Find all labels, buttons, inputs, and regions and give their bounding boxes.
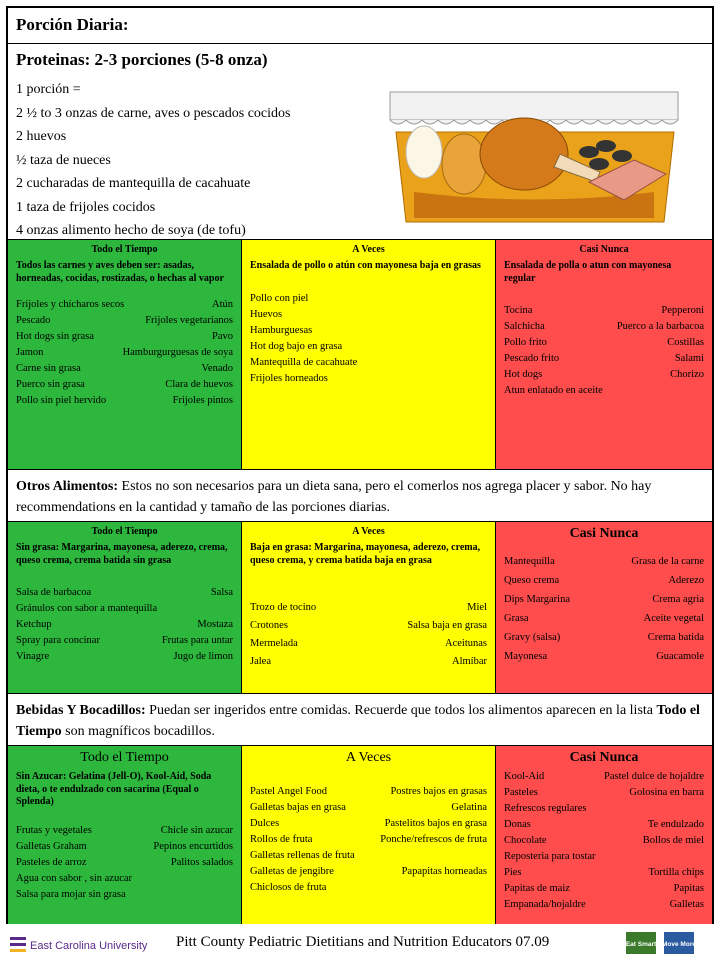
list-item-text: Grasa de la carne xyxy=(631,556,704,567)
list-item-text: Rollos de fruta xyxy=(250,834,313,845)
list-item-text: Atún xyxy=(212,299,233,310)
list-item-text: Palitos salados xyxy=(170,856,233,868)
list-item-text: Clara de huevos xyxy=(165,379,233,390)
list-item xyxy=(16,297,233,313)
list-item-text: Ketchup xyxy=(16,619,52,630)
list-item xyxy=(504,785,704,801)
column-heading: A Veces xyxy=(352,244,385,255)
protein-line: 2 cucharadas de mantequilla de cacahuate xyxy=(16,176,251,191)
list-item-text: Pastel Angel Food xyxy=(250,786,328,797)
drinks-always-column xyxy=(8,746,242,924)
list-item-text: Reposteria para tostar xyxy=(504,851,596,862)
list-item xyxy=(16,393,233,409)
list-item-text: Gravy (salsa) xyxy=(504,632,561,643)
list-item-text: Frijoles pintos xyxy=(172,395,233,406)
list-item xyxy=(504,590,704,609)
list-item-text: Pollo sin piel hervido xyxy=(16,395,107,406)
list-item-text: Almíbar xyxy=(452,656,487,667)
list-item-text: Chocolate xyxy=(504,835,547,846)
footer-credit: Pitt County Pediatric Dietitians and Nutrition Educators 07.09 xyxy=(176,934,550,950)
list-item-text: Salsa para mojar sin grasa xyxy=(16,888,126,900)
list-item xyxy=(250,848,487,864)
column-intro: Ensalada de pollo o atún con mayonesa baja en grasas xyxy=(250,260,481,271)
drinks-text: Puedan ser ingeridos entre comidas. Recuerde que todos los alimentos aparecen en la lista xyxy=(145,703,657,718)
list-item-text: Puerco sin grasa xyxy=(16,379,85,390)
list-item-text: Gránulos con sabor a mantequilla xyxy=(16,603,158,614)
column-heading: Casi Nunca xyxy=(569,750,639,765)
column-intro: Ensalada de polla o atun con mayonesa regular xyxy=(504,260,672,284)
protein-line: 2 huevos xyxy=(16,129,67,144)
protein-line: 1 taza de frijoles cocidos xyxy=(16,199,156,215)
list-item xyxy=(250,832,487,848)
list-item-text: Mayonesa xyxy=(504,651,548,662)
protein-line: ½ taza de nueces xyxy=(16,152,111,168)
list-item xyxy=(504,383,704,399)
list-item-text: Bollos de miel xyxy=(642,835,704,846)
list-item-text: Salchicha xyxy=(504,321,545,332)
drinks-sometimes-column xyxy=(242,746,496,924)
list-item-text: Dulces xyxy=(250,818,280,829)
list-item xyxy=(16,585,233,601)
list-item-text: Gelatina xyxy=(451,802,487,813)
list-item-text: Empanada/hojaldre xyxy=(504,899,586,910)
list-item-text: Salsa de barbacoa xyxy=(16,587,92,598)
list-item: Hamburguesas xyxy=(250,324,313,336)
list-item-text: Spray para concinar xyxy=(16,635,100,646)
list-item-text: Mostaza xyxy=(197,619,233,630)
list-item-text: Galletas de jengibre xyxy=(250,866,334,877)
list-item-text: Te endulzado xyxy=(647,819,704,830)
column-heading: Casi Nunca xyxy=(579,244,629,255)
drinks-label: Bebidas Y Bocadillos: xyxy=(16,703,146,718)
protein-line: 4 onzas alimento hecho de soya (de tofu) xyxy=(16,223,246,238)
protein-title: Proteinas: 2-3 porciones (5-8 onza) xyxy=(16,50,268,69)
other-foods-note xyxy=(8,470,712,522)
protein-line: 1 porción = xyxy=(16,82,81,97)
list-item-text: Jugo de limon xyxy=(173,651,233,662)
other-always-column xyxy=(8,522,242,693)
list-item-text: Frutas para untar xyxy=(161,635,233,646)
list-item-text: Pollo frito xyxy=(504,337,547,348)
column-heading: Todo el Tiempo xyxy=(80,750,169,765)
list-item-text: Postres bajos en grasas xyxy=(390,786,487,797)
list-item xyxy=(16,601,233,617)
list-item-text: Galletas bajas en grasa xyxy=(250,802,346,813)
other-foods-text: Estos no son necesarios para un dieta sana, pero el comerlos nos agrega placer y sabor. No hay recommendations en la cantidad y tamaño de las porciones diarias. xyxy=(16,479,652,515)
list-item-text: Salami xyxy=(674,353,704,364)
list-item: Huevos xyxy=(250,308,283,320)
svg-text:East Carolina University: East Carolina University xyxy=(30,940,148,952)
list-item xyxy=(16,887,233,903)
list-item-text: Trozo de tocino xyxy=(250,602,317,613)
column-heading: Todo el Tiempo xyxy=(91,526,158,537)
list-item xyxy=(16,345,233,361)
list-item-text: Crema agria xyxy=(652,594,704,605)
list-item-text: Mermelada xyxy=(250,638,298,649)
drinks-text-bold: Todo el Tiempo xyxy=(16,703,700,739)
list-item-text: Galletas Graham xyxy=(16,840,87,852)
list-item-text: Pepperoni xyxy=(661,305,704,316)
list-item-text xyxy=(481,880,487,896)
list-item xyxy=(250,635,487,653)
list-item-text: Pies xyxy=(504,867,522,878)
list-item-text: Salsa xyxy=(210,587,233,598)
list-item-text: Frijoles y chícharos secos xyxy=(16,299,125,310)
svg-text:Eat Smart: Eat Smart xyxy=(625,941,657,948)
list-item xyxy=(16,855,233,871)
column-intro: Sin grasa: Margarina, mayonesa, aderezo, crema, queso crema, crema batida sin grasa xyxy=(16,542,228,566)
list-item-text: Pescado frito xyxy=(504,353,560,364)
list-item xyxy=(250,880,487,896)
other-categories xyxy=(8,522,712,694)
list-item xyxy=(16,313,233,329)
list-item-text: Papitas xyxy=(673,883,704,894)
list-item xyxy=(504,335,704,351)
list-item-text: Chiclosos de fruta xyxy=(250,882,327,893)
list-item xyxy=(16,617,233,633)
page-title: Porción Diaria: xyxy=(8,8,712,44)
protein-never-column xyxy=(496,240,712,469)
list-item-text: Golosina en barra xyxy=(629,787,704,798)
list-item xyxy=(504,897,704,913)
protein-sometimes-column xyxy=(242,240,496,469)
list-item-text: Aderezo xyxy=(668,575,704,586)
list-item-text: Venado xyxy=(201,363,233,374)
list-item-text: Tortilla chips xyxy=(648,867,704,878)
list-item xyxy=(504,817,704,833)
list-item: Hot dog bajo en grasa xyxy=(250,340,343,352)
other-sometimes-column xyxy=(242,522,496,693)
list-item-text: Pescado xyxy=(16,315,51,326)
list-item xyxy=(16,649,233,665)
column-heading: A Veces xyxy=(345,750,392,765)
list-item-text: Jamon xyxy=(16,347,44,358)
list-item xyxy=(250,784,487,800)
list-item-text: Grasa xyxy=(504,613,529,624)
list-item-text: Pastelitos bajos en grasa xyxy=(384,818,487,829)
protein-always-column xyxy=(8,240,242,469)
list-item xyxy=(16,329,233,345)
list-item xyxy=(16,361,233,377)
protein-categories xyxy=(8,240,712,470)
column-intro: Baja en grasa: Margarina, mayonesa, aderezo, crema, queso crema, y crema batida baja en grasa xyxy=(250,542,481,566)
list-item-text: Hot dogs sin grasa xyxy=(16,331,94,342)
list-item xyxy=(250,864,487,880)
list-item xyxy=(504,319,704,335)
list-item xyxy=(16,823,233,839)
list-item xyxy=(250,599,487,617)
list-item-text: Galletas rellenas de fruta xyxy=(250,850,355,861)
drinks-categories xyxy=(8,746,712,924)
list-item-text: Ponche/refrescos de fruta xyxy=(380,834,487,845)
list-item-text: Pasteles de arroz xyxy=(16,856,87,868)
list-item xyxy=(504,552,704,571)
list-item-text xyxy=(698,383,704,399)
list-item-text: Aceite vegetal xyxy=(643,613,704,624)
column-heading: A Veces xyxy=(352,526,385,537)
column-intro: Sin Azucar: Gelatina (Jell-O), Kool-Aid, Soda dieta, o te endulzado con sacarina (Equal o Splenda) xyxy=(16,771,212,807)
list-item-text xyxy=(227,601,233,617)
list-item: Frijoles horneados xyxy=(250,372,328,384)
list-item-text: Jalea xyxy=(250,656,271,667)
list-item xyxy=(504,647,704,666)
list-item-text: Queso crema xyxy=(504,575,560,586)
list-item xyxy=(504,865,704,881)
list-item xyxy=(504,833,704,849)
list-item-text: Costillas xyxy=(667,337,704,348)
list-item xyxy=(504,628,704,647)
list-item-text: Kool-Aid xyxy=(504,771,545,782)
list-item xyxy=(504,351,704,367)
list-item xyxy=(250,800,487,816)
column-heading: Todo el Tiempo xyxy=(91,244,158,255)
list-item xyxy=(16,377,233,393)
list-item-text xyxy=(481,848,487,864)
drinks-text-end: son magníficos bocadillos. xyxy=(61,724,215,739)
ecu-logo xyxy=(10,936,160,954)
list-item-text: Miel xyxy=(467,602,487,613)
list-item xyxy=(504,881,704,897)
list-item-text: Refrescos regulares xyxy=(504,803,587,814)
list-item xyxy=(250,816,487,832)
column-heading: Casi Nunca xyxy=(569,526,639,541)
list-item xyxy=(250,653,487,671)
list-item-text: Pepinos encurtidos xyxy=(153,840,233,852)
list-item xyxy=(16,871,233,887)
protein-foods-illustration xyxy=(384,72,684,232)
list-item-text: Pasteles xyxy=(504,787,538,798)
protein-section xyxy=(8,44,712,240)
drinks-snacks-note xyxy=(8,694,712,746)
list-item-text xyxy=(698,801,704,817)
list-item xyxy=(504,769,704,785)
other-never-column xyxy=(496,522,712,693)
list-item xyxy=(504,367,704,383)
list-item-text: Chorizo xyxy=(670,369,704,380)
list-item-text: Atun enlatado en aceite xyxy=(504,385,603,396)
other-foods-label: Otros Alimentos: xyxy=(16,479,119,494)
list-item-text: Frijoles vegetarianos xyxy=(145,315,233,326)
list-item: Mantequilla de cacahuate xyxy=(250,356,358,368)
list-item-text: Salsa baja en grasa xyxy=(407,620,487,631)
list-item xyxy=(504,571,704,590)
list-item-text: Hamburgurguesas de soya xyxy=(122,347,233,358)
list-item xyxy=(504,801,704,817)
list-item-text: Donas xyxy=(504,819,531,830)
list-item-text: Papapitas horneadas xyxy=(401,866,487,877)
list-item-text: Crema batida xyxy=(647,632,704,643)
list-item-text: Galletas xyxy=(669,899,704,910)
protein-line: 2 ½ to 3 onzas de carne, aves o pescados cocidos xyxy=(16,105,291,121)
list-item-text: Crotones xyxy=(250,620,288,631)
list-item-text: Aceitunas xyxy=(445,638,487,649)
list-item-text: Hot dogs xyxy=(504,369,543,380)
list-item-text: Chicle sin azucar xyxy=(160,824,233,836)
svg-text:Move More: Move More xyxy=(662,941,696,948)
list-item-text: Pastel dulce de hojaldre xyxy=(603,771,704,782)
list-item xyxy=(504,609,704,628)
footer xyxy=(0,926,720,960)
list-item xyxy=(16,633,233,649)
list-item-text: Tocina xyxy=(504,305,533,316)
list-item-text xyxy=(698,849,704,865)
list-item: Pollo con piel xyxy=(250,292,309,304)
list-item-text xyxy=(227,871,233,887)
list-item xyxy=(504,849,704,865)
list-item-text: Agua con sabor , sin azucar xyxy=(16,872,133,884)
list-item-text xyxy=(227,887,233,903)
list-item-text: Dips Margarina xyxy=(504,594,570,605)
eat-smart-move-more-logo xyxy=(624,930,696,956)
list-item-text: Vinagre xyxy=(16,651,50,662)
list-item-text: Guacamole xyxy=(656,651,704,662)
list-item-text: Carne sin grasa xyxy=(16,363,81,374)
list-item-text: Frutas y vegetales xyxy=(16,824,92,836)
daily-portion-table xyxy=(6,6,714,924)
list-item-text: Mantequilla xyxy=(504,556,555,567)
list-item xyxy=(16,839,233,855)
list-item-text: Papitas de maiz xyxy=(504,883,570,894)
list-item xyxy=(250,617,487,635)
list-item-text: Pavo xyxy=(212,331,233,342)
column-intro: Todos las carnes y aves deben ser: asadas, horneadas, cocidas, rostizadas, o hechas al vapor xyxy=(16,260,224,284)
list-item-text: Puerco a la barbacoa xyxy=(616,321,704,332)
drinks-never-column xyxy=(496,746,712,924)
list-item xyxy=(504,303,704,319)
